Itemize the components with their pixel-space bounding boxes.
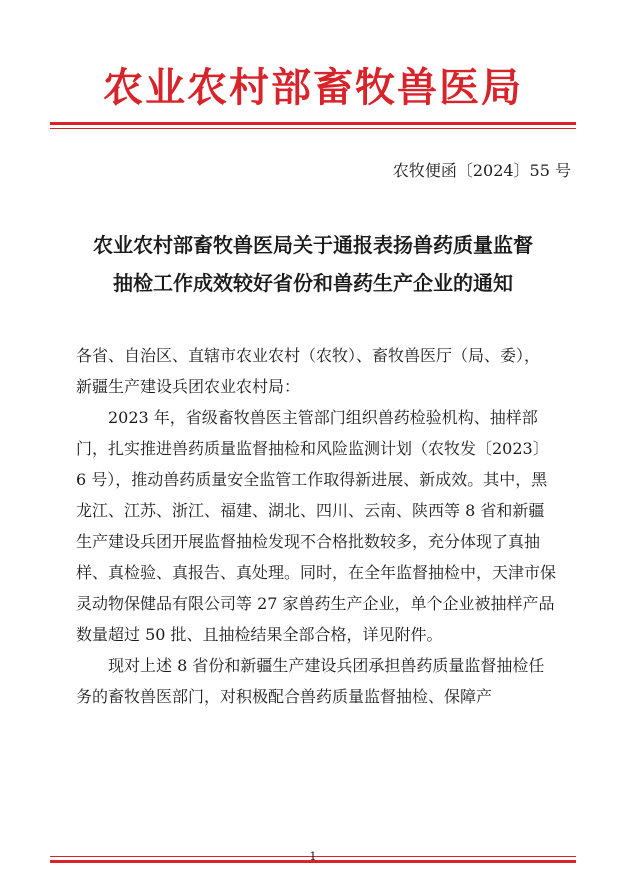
organization-header: 农业农村部畜牧兽医局	[103, 64, 523, 111]
addressee-line: 各省、自治区、直辖市农业农村（农牧）、畜牧兽医厅（局、委），	[76, 346, 541, 365]
title-line: 农业农村部畜牧兽医局关于通报表扬兽药质量监督	[93, 233, 533, 257]
body-paragraph: 现对上述 8 省份和新疆生产建设兵团承担兽药质量监督抽检任务的畜牧兽医部门，对积极配合兽药质量监督抽检、保障产	[76, 656, 545, 706]
page-number: 1	[309, 850, 317, 863]
addressee-line: 新疆生产建设兵团农业农村局：	[76, 377, 301, 396]
document-title	[0, 226, 626, 302]
header-red-rule-thin	[50, 128, 576, 129]
document-number: 农牧便函〔2024〕55 号	[392, 161, 571, 180]
document-body	[76, 340, 558, 712]
body-paragraph: 2023 年，省级畜牧兽医主管部门组织兽药检验机构、抽样部门，扎实推进兽药质量监督抽检和风险监测计划（农牧发〔2023〕6 号），推动兽药质量安全监管工作取得新进展、新成效。其中，黑龙江、江苏、浙江、福建、湖北、四川、云南、陕西等 8 省和新疆生产建设兵团开展监督抽检发现不合格批数较多，充分体现了真抽样、真检验、真报告、真处理。同时，在全年监督抽检中，天津市保灵动物保健品有限公司等 27 家兽药生产企业，单个企业被抽样产品数量超过 50 批、且抽检结果全部合格，详见附件。	[76, 408, 557, 644]
header-red-rule-thick	[50, 122, 576, 125]
title-line: 抽检工作成效较好省份和兽药生产企业的通知	[113, 271, 513, 295]
